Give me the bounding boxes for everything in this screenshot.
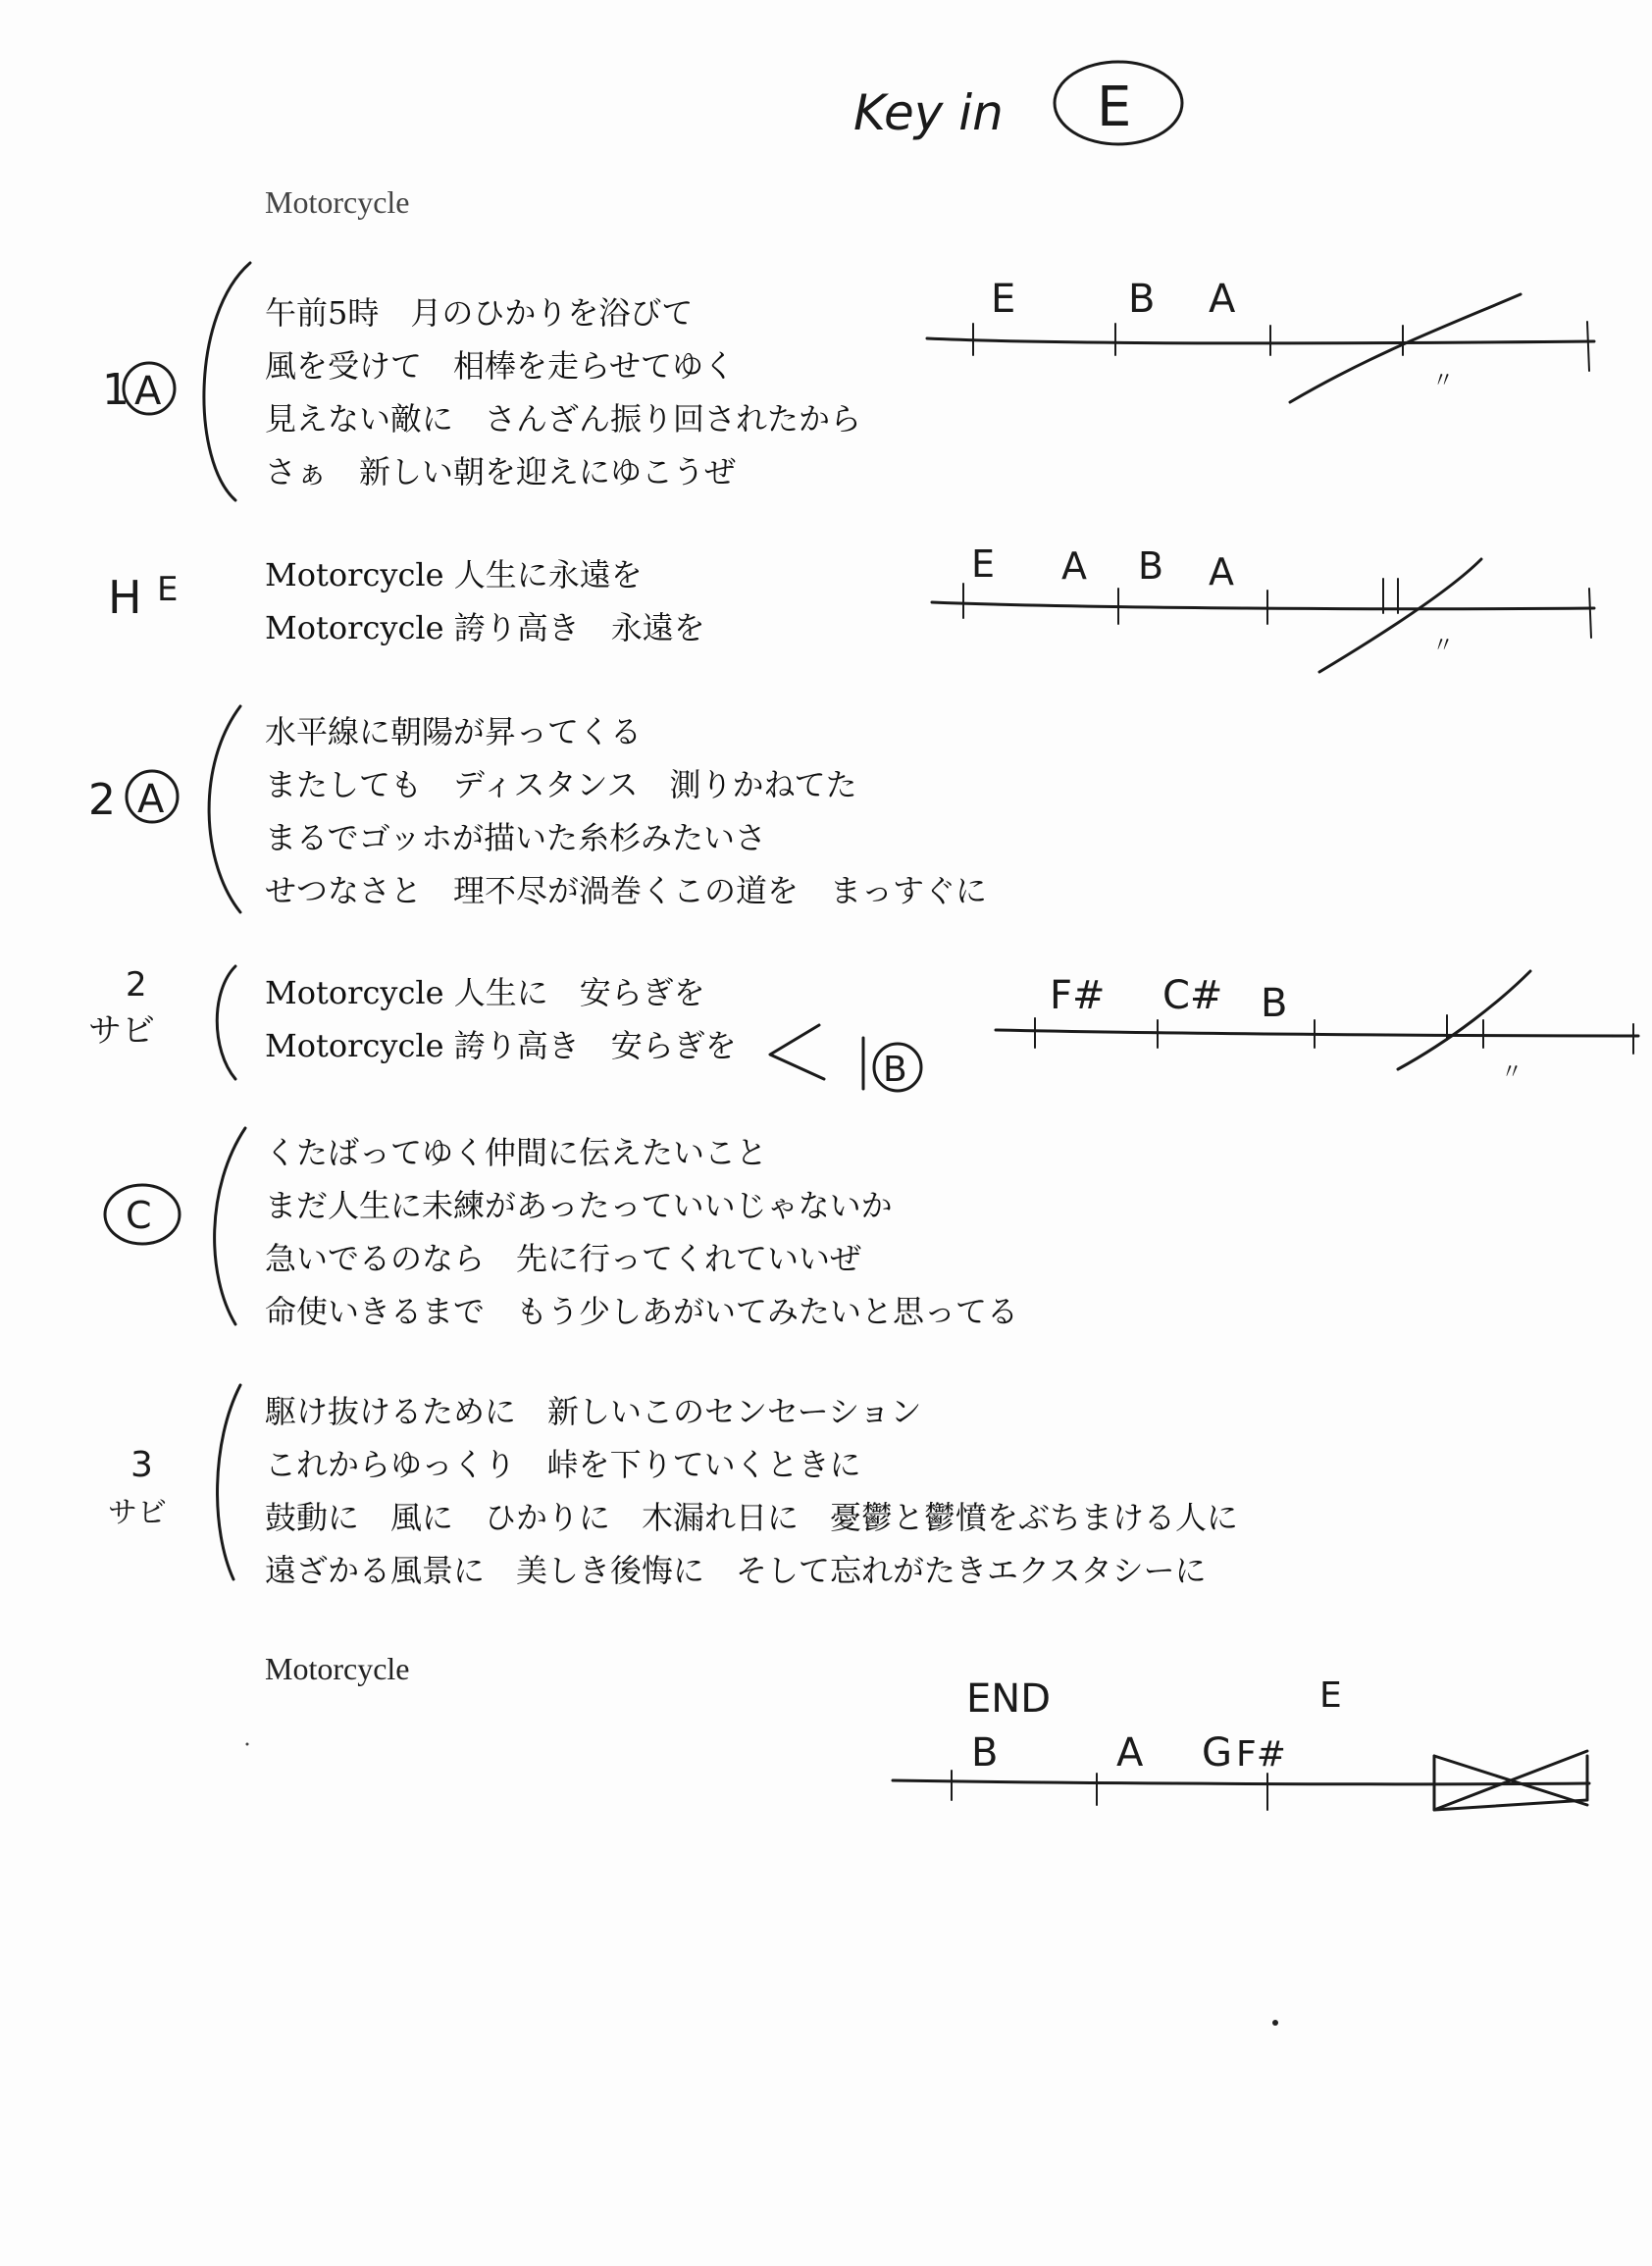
svg-text:2: 2 <box>126 965 147 1004</box>
to-b-marker <box>770 1025 921 1091</box>
svg-text:G: G <box>1202 1730 1232 1776</box>
svg-text:A: A <box>1061 544 1087 588</box>
svg-text:C#: C# <box>1162 973 1223 1018</box>
lyric-line: またしても ディスタンス 測りかねてた <box>265 766 857 803</box>
key-circle-letter: E <box>1097 76 1132 139</box>
lyric-line: 水平線に朝陽が昇ってくる <box>265 713 643 750</box>
svg-text:E: E <box>1319 1675 1342 1716</box>
svg-text:A: A <box>134 369 162 414</box>
song-title-bottom: Motorcycle <box>265 1651 410 1686</box>
svg-text:〃: 〃 <box>1432 369 1455 393</box>
song-title-top: Motorcycle <box>265 184 410 220</box>
lyric-line: くたばってゆく仲間に伝えたいこと <box>265 1134 768 1171</box>
lyric-line: 命使いきるまで もう少しあがいてみたいと思ってる <box>265 1293 1019 1330</box>
svg-text:B: B <box>883 1050 907 1090</box>
lyric-line: Motorcycle 人生に永遠を <box>265 556 643 593</box>
section-bracket <box>217 966 235 1079</box>
key-annotation <box>853 62 1182 144</box>
svg-text:サビ: サビ <box>108 1496 167 1530</box>
lyric-line: まるでゴッホが描いた糸杉みたいさ <box>265 819 767 856</box>
svg-text:B: B <box>1128 277 1156 322</box>
hook-1-mark <box>108 570 178 624</box>
verse-1-mark <box>102 263 250 500</box>
svg-text:E: E <box>991 277 1016 322</box>
lyric-line: まだ人生に未練があったっていいじゃないか <box>265 1187 893 1224</box>
bridge-mark <box>105 1128 245 1324</box>
lyric-line: 見えない敵に さんざん振り回されたから <box>265 400 862 438</box>
lyric-line: せつなさと 理不尽が渦巻くこの道を まっすぐに <box>265 872 988 909</box>
lyric-line: 鼓動に 風に ひかりに 木漏れ日に 憂鬱と鬱憤をぶちまける人に <box>265 1499 1239 1536</box>
key-label: Key in <box>853 84 1004 141</box>
section-bracket <box>215 1128 245 1324</box>
lyric-line: 午前5時 月のひかりを浴びて <box>265 294 694 332</box>
svg-text:3: 3 <box>130 1445 153 1485</box>
svg-text:2: 2 <box>88 775 116 825</box>
section-bracket <box>209 706 240 912</box>
section-bracket <box>218 1385 240 1579</box>
lyric-line: Motorcycle 誇り高き 安らぎを <box>265 1027 737 1064</box>
svg-text:A: A <box>1116 1730 1144 1776</box>
svg-text:サビ: サビ <box>88 1011 155 1051</box>
svg-text:A: A <box>137 777 165 822</box>
chord-row-1 <box>927 277 1594 402</box>
svg-text:H: H <box>108 571 142 624</box>
hook-3-mark <box>108 1385 240 1579</box>
stray-marks <box>246 1743 1279 2027</box>
lyric-line: Motorcycle 人生に 安らぎを <box>265 974 705 1011</box>
svg-text:F#: F# <box>1236 1734 1286 1775</box>
ending-chord-row <box>893 1675 1589 1810</box>
svg-text:〃: 〃 <box>1432 634 1455 658</box>
svg-text:1: 1 <box>102 365 129 415</box>
lyric-line: 遠ざかる風景に 美しき後悔に そして忘れがたきエクスタシーに <box>265 1552 1207 1589</box>
chord-row-2 <box>932 542 1594 672</box>
lyric-line: これからゆっくり 峠を下りていくときに <box>265 1446 861 1483</box>
svg-text:〃: 〃 <box>1501 1060 1523 1085</box>
svg-text:F#: F# <box>1050 973 1106 1018</box>
svg-text:E: E <box>971 542 996 586</box>
svg-text:A: A <box>1209 277 1236 322</box>
svg-text:A: A <box>1209 550 1234 593</box>
hook-2-mark <box>88 965 235 1079</box>
verse-2-mark <box>88 706 240 912</box>
section-bracket <box>204 263 250 500</box>
lyric-line: 急いでるのなら 先に行ってくれていいぜ <box>265 1240 862 1277</box>
svg-text:C: C <box>126 1194 152 1237</box>
svg-text:END: END <box>966 1676 1051 1722</box>
svg-text:E: E <box>157 570 179 609</box>
svg-text:B: B <box>1138 544 1164 588</box>
svg-text:B: B <box>1261 981 1288 1026</box>
lyric-line: 風を受けて 相棒を走らせてゆく <box>265 347 736 385</box>
lyric-line: 駆け抜けるために 新しいこのセンセーション <box>265 1393 922 1430</box>
svg-text:B: B <box>971 1730 999 1776</box>
chord-row-3 <box>996 971 1638 1085</box>
lyric-line: さぁ 新しい朝を迎えにゆこうぜ <box>265 453 737 490</box>
lyric-line: Motorcycle 誇り高き 永遠を <box>265 609 705 646</box>
